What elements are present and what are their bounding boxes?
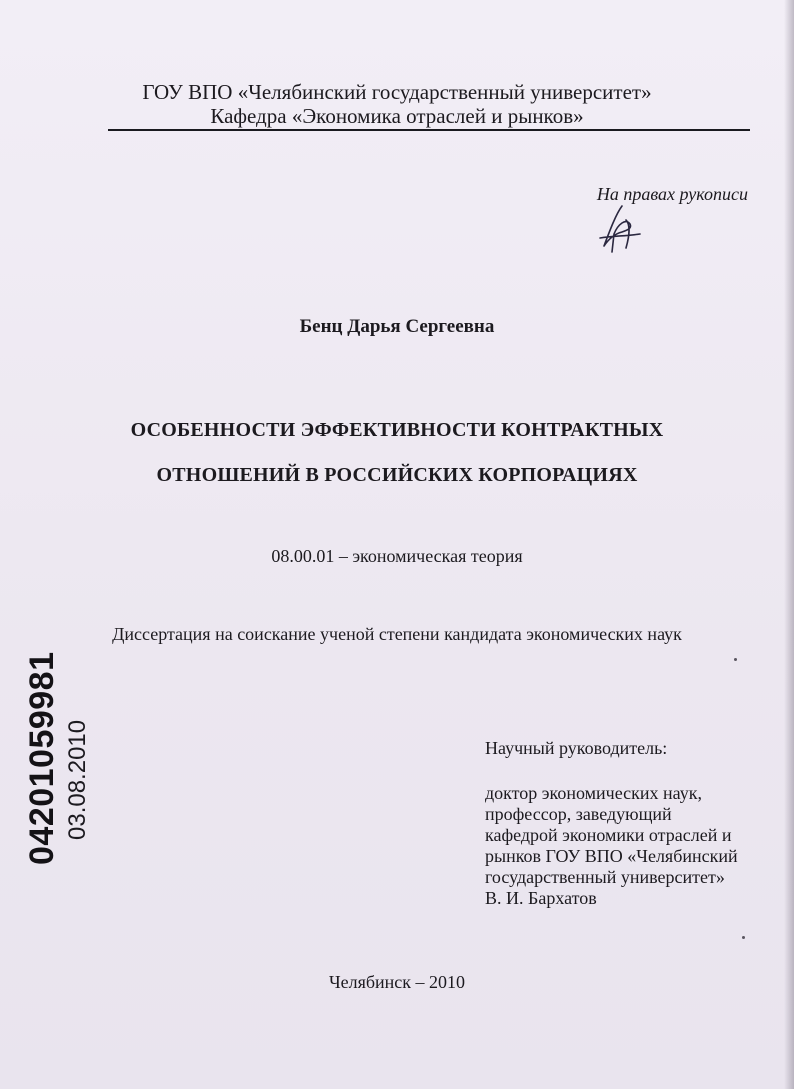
advisor-line: кафедрой экономики отраслей и <box>485 825 732 845</box>
degree-statement: Диссертация на соискание ученой степени кандидата экономических наук <box>112 624 682 644</box>
advisor-name: В. И. Бархатов <box>485 888 597 908</box>
author-name: Бенц Дарья Сергеевна <box>299 316 495 337</box>
signature-mark <box>592 200 644 260</box>
advisor-line: государственный университет» <box>485 867 725 887</box>
department-name: Кафедра «Экономика отраслей и рынков» <box>210 104 584 128</box>
title-line-2: ОТНОШЕНИЙ В РОССИЙСКИХ КОРПОРАЦИЯХ <box>156 464 638 486</box>
header-divider <box>108 129 750 131</box>
scan-edge-shadow <box>784 0 794 1089</box>
library-stamp-number: 04201059981 <box>23 651 61 865</box>
specialty-code: 08.00.01 – экономическая теория <box>271 546 523 566</box>
scan-speck <box>742 936 745 939</box>
advisor-line: рынков ГОУ ВПО «Челябинский <box>485 846 738 866</box>
advisor-line: доктор экономических наук, <box>485 783 702 803</box>
city-year: Челябинск – 2010 <box>328 972 466 992</box>
library-stamp <box>12 620 102 870</box>
advisor-line: профессор, заведующий <box>485 804 672 824</box>
title-line-1: ОСОБЕННОСТИ ЭФФЕКТИВНОСТИ КОНТРАКТНЫХ <box>130 419 664 441</box>
university-name: ГОУ ВПО «Челябинский государственный университет» <box>142 80 652 104</box>
manuscript-note: На правах рукописи <box>596 184 748 204</box>
advisor-label: Научный руководитель: <box>485 738 668 758</box>
library-stamp-date: 03.08.2010 <box>64 719 91 840</box>
scan-speck <box>734 658 737 661</box>
advisor-block <box>485 738 775 909</box>
